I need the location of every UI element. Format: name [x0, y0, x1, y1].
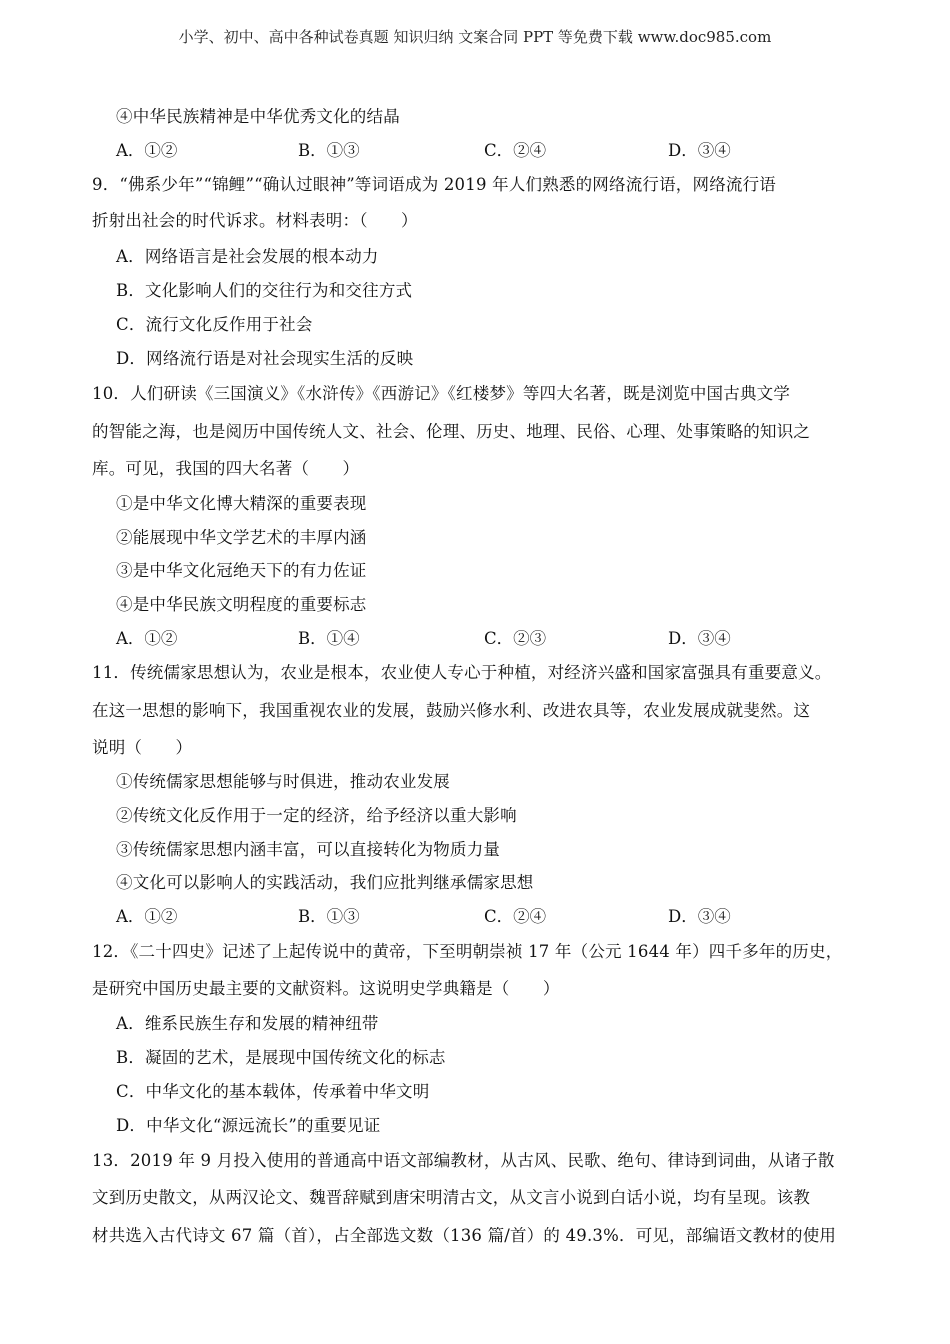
q11-stem-line3: 说明（ ） [92, 738, 193, 757]
q13-stem-line1: 13．2019 年 9 月投入使用的普通高中语文部编教材，从古风、民歌、绝句、律诗到词曲，从诸子散 [92, 1151, 835, 1170]
q9-stem-line2: 折射出社会的时代诉求。材料表明：（ ） [92, 211, 418, 230]
q11-statement-1: ①传统儒家思想能够与时俱进，推动农业发展 [116, 772, 450, 791]
q11-option-a[interactable]: A．①② [116, 907, 178, 926]
q11-option-d[interactable]: D．③④ [668, 907, 731, 926]
q11-statement-4: ④文化可以影响人的实践活动，我们应批判继承儒家思想 [116, 873, 534, 892]
q9-option-d[interactable]: D．网络流行语是对社会现实生活的反映 [116, 349, 414, 368]
q11-option-b[interactable]: B．①③ [298, 907, 360, 926]
q8-option-d[interactable]: D．③④ [668, 141, 731, 160]
q11-stem-line1: 11．传统儒家思想认为，农业是根本，农业使人专心于种植，对经济兴盛和国家富强具有重要意义。 [92, 663, 832, 682]
q9-stem-line1: 9．“佛系少年”“锦鲤”“确认过眼神”等词语成为 2019 年人们熟悉的网络流行语，网络流行语 [92, 175, 776, 194]
q10-option-d[interactable]: D．③④ [668, 629, 731, 648]
q12-option-c[interactable]: C．中华文化的基本载体，传承着中华文明 [116, 1082, 430, 1101]
q13-stem-line3: 材共选入古代诗文 67 篇（首），占全部选文数（136 篇/首）的 49.3%．可见，部编语文教材的使用 [92, 1226, 837, 1245]
q11-option-c[interactable]: C．②④ [484, 907, 547, 926]
q10-statement-2: ②能展现中华文学艺术的丰厚内涵 [116, 528, 367, 547]
q12-stem-line1: 12．《二十四史》记述了上起传说中的黄帝，下至明朝崇祯 17 年（公元 1644 年）四千多年的历史， [92, 942, 843, 961]
q8-option-a[interactable]: A．①② [116, 141, 178, 160]
q9-option-c[interactable]: C．流行文化反作用于社会 [116, 315, 313, 334]
q11-statement-3: ③传统儒家思想内涵丰富，可以直接转化为物质力量 [116, 840, 501, 859]
q9-option-b[interactable]: B．文化影响人们的交往行为和交往方式 [116, 281, 413, 300]
q10-statement-3: ③是中华文化冠绝天下的有力佐证 [116, 561, 367, 580]
q12-stem-line2: 是研究中国历史最主要的文献资料。这说明史学典籍是（ ） [92, 979, 560, 998]
q12-option-b[interactable]: B．凝固的艺术，是展现中国传统文化的标志 [116, 1048, 446, 1067]
q11-stem-line2: 在这一思想的影响下，我国重视农业的发展，鼓励兴修水利、改进农具等，农业发展成就斐然。这 [92, 701, 811, 720]
q10-option-b[interactable]: B．①④ [298, 629, 360, 648]
q12-option-a[interactable]: A．维系民族生存和发展的精神纽带 [116, 1014, 379, 1033]
q10-statement-1: ①是中华文化博大精深的重要表现 [116, 494, 367, 513]
q11-statement-2: ②传统文化反作用于一定的经济，给予经济以重大影响 [116, 806, 517, 825]
q12-option-d[interactable]: D．中华文化“源远流长”的重要见证 [116, 1116, 381, 1135]
q13-stem-line2: 文到历史散文，从两汉论文、魏晋辞赋到唐宋明清古文，从文言小说到白话小说，均有呈现。该教 [92, 1188, 811, 1207]
q10-option-a[interactable]: A．①② [116, 629, 178, 648]
q9-option-a[interactable]: A．网络语言是社会发展的根本动力 [116, 247, 379, 266]
page-header: 小学、初中、高中各种试卷真题 知识归纳 文案合同 PPT 等免费下载 www.doc985.com [178, 28, 772, 46]
q10-option-c[interactable]: C．②③ [484, 629, 547, 648]
q10-stem-line3: 库。可见，我国的四大名著（ ） [92, 459, 360, 478]
q8-option-c[interactable]: C．②④ [484, 141, 547, 160]
q8-statement-4: ④中华民族精神是中华优秀文化的结晶 [116, 107, 400, 126]
q8-option-b[interactable]: B．①③ [298, 141, 360, 160]
q10-statement-4: ④是中华民族文明程度的重要标志 [116, 595, 367, 614]
q10-stem-line1: 10．人们研读《三国演义》《水浒传》《西游记》《红楼梦》等四大名著，既是浏览中国古典文学 [92, 384, 791, 403]
q10-stem-line2: 的智能之海，也是阅历中国传统人文、社会、伦理、历史、地理、民俗、心理、处事策略的知识之 [92, 422, 811, 441]
